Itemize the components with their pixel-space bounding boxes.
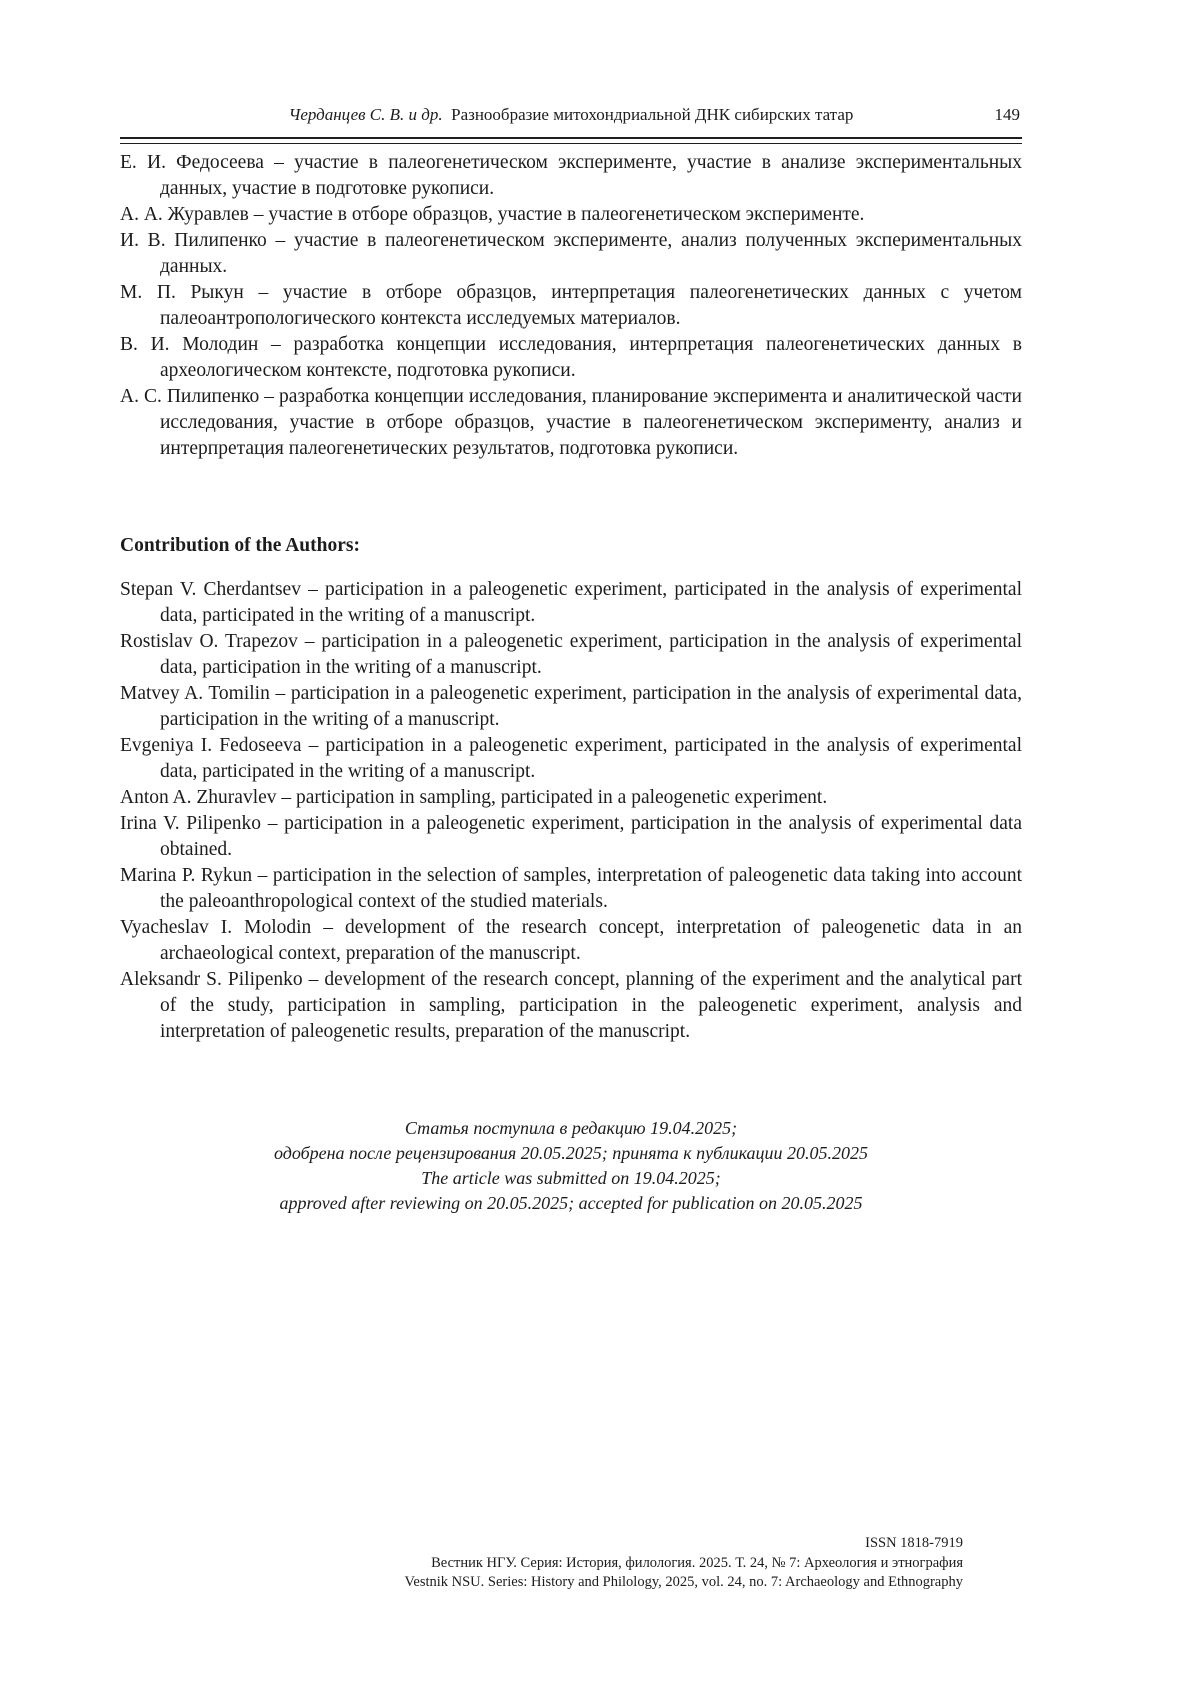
contribution-entry-ru: М. П. Рыкун – участие в отборе образцов, интерпретация палеогенетических данных с учетом палеоантропологического контекста исследуемых материалов. — [120, 282, 1022, 329]
contribution-entry-en: Matvey A. Tomilin – participation in a paleogenetic experiment, participation in the analysis of experimental data, participation in the writing of a manuscript. — [120, 683, 1022, 730]
submission-dates — [120, 1116, 1022, 1216]
submission-date-ru-line2: одобрена после рецензирования 20.05.2025; принята к публикации 20.05.2025 — [273, 1143, 869, 1163]
issn-line: ISSN 1818-7919 — [865, 1535, 963, 1551]
header-divider-rule — [120, 137, 1022, 144]
contributions-ru-section — [120, 150, 1022, 462]
contribution-entry-ru: А. А. Журавлев – участие в отборе образцов, участие в палеогенетическом эксперименте. — [120, 204, 865, 225]
contribution-entry-en: Stepan V. Cherdantsev – participation in a paleogenetic experiment, participated in the analysis of experimental data, participated in the writing of a manuscript. — [120, 579, 1022, 626]
contribution-entry-en: Aleksandr S. Pilipenko – development of the research concept, planning of the experiment and the analytical part of the study, participation in sampling, participation in the paleogenetic experiment, analysis and interpretation of paleogenetic results, preparation of the manuscript. — [120, 969, 1022, 1042]
contribution-en-heading: Contribution of the Authors: — [120, 535, 360, 556]
journal-imprint — [120, 1534, 963, 1593]
submission-date-en-line2: approved after reviewing on 20.05.2025; accepted for publication on 20.05.2025 — [279, 1193, 863, 1213]
running-header-title: Разнообразие митохондриальной ДНК сибирских татар — [451, 105, 854, 124]
contribution-entry-en: Vyacheslav I. Molodin – development of the research concept, interpretation of paleogenetic data in an archaeological context, preparation of the manuscript. — [120, 917, 1022, 964]
journal-info-en: Vestnik NSU. Series: History and Philology, 2025, vol. 24, no. 7: Archaeology and Ethnography — [404, 1574, 963, 1590]
running-header — [120, 104, 1022, 126]
contribution-entry-ru: И. В. Пилипенко – участие в палеогенетическом эксперименте, анализ полученных экспериментальных данных. — [120, 230, 1022, 277]
page-number: 149 — [994, 105, 1020, 124]
contribution-entry-en: Anton A. Zhuravlev – participation in sampling, participated in a paleogenetic experiment. — [120, 787, 828, 808]
contribution-entry-en: Evgeniya I. Fedoseeva – participation in a paleogenetic experiment, participated in the analysis of experimental data, participated in the writing of a manuscript. — [120, 735, 1022, 782]
contribution-entry-en: Irina V. Pilipenko – participation in a paleogenetic experiment, participation in the analysis of experimental data obtained. — [120, 813, 1022, 860]
submission-date-ru-line1: Статья поступила в редакцию 19.04.2025; — [404, 1118, 738, 1138]
contribution-entry-ru: А. С. Пилипенко – разработка концепции исследования, планирование эксперимента и аналитической части исследования, участие в отборе образцов, участие в палеогенетическом эксперименту, анализ и интерпретация палеогенетических результатов, подготовка рукописи. — [120, 386, 1022, 459]
contribution-entry-ru: В. И. Молодин – разработка концепции исследования, интерпретация палеогенетических данных в археологическом контексте, подготовка рукописи. — [120, 334, 1022, 381]
contribution-entry-en: Marina P. Rykun – participation in the selection of samples, interpretation of paleogenetic data taking into account the paleoanthropological context of the studied materials. — [120, 865, 1022, 912]
submission-date-en-line1: The article was submitted on 19.04.2025; — [421, 1168, 721, 1188]
contribution-entry-en: Rostislav O. Trapezov – participation in a paleogenetic experiment, participation in the analysis of experimental data, participation in the writing of a manuscript. — [120, 631, 1022, 678]
running-header-authors: Черданцев С. В. и др. — [288, 105, 443, 124]
contributions-en-section — [120, 577, 1022, 1045]
contribution-entry-ru: Е. И. Федосеева – участие в палеогенетическом эксперименте, участие в анализе экспериментальных данных, участие в подготовке рукописи. — [120, 152, 1022, 199]
journal-info-ru: Вестник НГУ. Серия: История, филология. 2025. Т. 24, № 7: Археология и этнография — [431, 1554, 963, 1571]
